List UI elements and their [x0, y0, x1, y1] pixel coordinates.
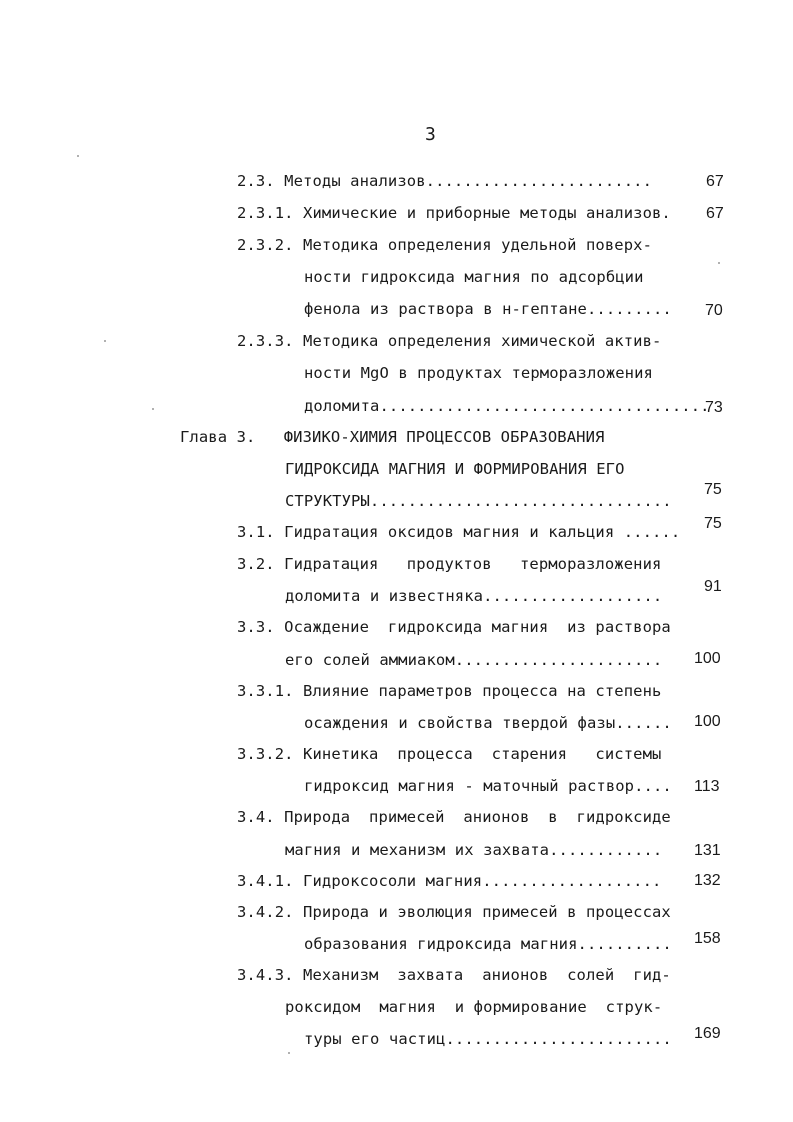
toc-entry-line: гидроксид магния - маточный раствор.... [304, 777, 672, 795]
toc-page-number: 100 [694, 713, 721, 730]
toc-entry-line: 3.3.2. Кинетика процесса старения системы [237, 745, 662, 763]
toc-entry-line: роксидом магния и формирование струк- [285, 998, 663, 1016]
toc-entry-line: 3.2. Гидратация продуктов терморазложения [237, 555, 662, 573]
toc-entry-line: туры его частиц........................ [304, 1030, 672, 1048]
toc-chapter-line: ГИДРОКСИДА МАГНИЯ И ФОРМИРОВАНИЯ ЕГО [285, 460, 625, 478]
scan-speck [718, 262, 720, 264]
toc-entry-line: 2.3.2. Методика определения удельной поверх- [237, 236, 652, 254]
toc-entry-line: ности гидроксида магния по адсорбции [304, 268, 644, 286]
toc-page-number: 158 [694, 930, 721, 947]
page-number: 3 [425, 124, 436, 145]
toc-entry-line: 3.1. Гидратация оксидов магния и кальция ...... [237, 523, 681, 541]
toc-entry-line: 3.4.1. Гидроксосоли магния................... [237, 872, 662, 890]
toc-page-number: 91 [704, 578, 722, 595]
toc-entry-line: 2.3. Методы анализов........................ [237, 172, 652, 190]
toc-entry-line: 3.4.3. Механизм захвата анионов солей гид- [237, 966, 671, 984]
scan-speck [104, 340, 106, 342]
toc-page-number: 100 [694, 650, 721, 667]
toc-entry-line: 2.3.3. Методика определения химической актив- [237, 332, 662, 350]
scan-speck [288, 1052, 290, 1054]
toc-entry-line: осаждения и свойства твердой фазы...... [304, 714, 672, 732]
toc-page-number: 67 [706, 205, 724, 222]
toc-page-number: 131 [694, 842, 721, 859]
toc-entry-line: доломита и известняка................... [285, 587, 663, 605]
toc-entry-line: его солей аммиаком...................... [285, 651, 663, 669]
toc-entry-line: фенола из раствора в н-гептане......... [304, 300, 672, 318]
toc-page-number: 75 [704, 515, 722, 532]
scan-speck [77, 155, 79, 157]
toc-entry-line: 3.4.2. Природа и эволюция примесей в процессах [237, 903, 671, 921]
toc-page-number: 75 [704, 481, 722, 498]
toc-page-number: 169 [694, 1025, 721, 1042]
toc-entry-line: 3.4. Природа примесей анионов в гидроксиде [237, 808, 671, 826]
scan-speck [152, 408, 154, 410]
toc-entry-line: 3.3. Осаждение гидроксида магния из раствора [237, 618, 671, 636]
toc-entry-line: ности MgO в продуктах терморазложения [304, 364, 653, 382]
toc-chapter-line: Глава 3. ФИЗИКО-ХИМИЯ ПРОЦЕССОВ ОБРАЗОВАНИЯ [180, 428, 605, 446]
toc-page-number: 70 [705, 302, 723, 319]
toc-page-number: 67 [706, 173, 724, 190]
toc-entry-line: образования гидроксида магния.......... [304, 935, 672, 953]
toc-page-number: 73 [705, 399, 723, 416]
toc-entry-line: 3.3.1. Влияние параметров процесса на степень [237, 682, 662, 700]
toc-entry-line: доломита................................... [304, 397, 710, 415]
toc-page-number: 132 [694, 872, 721, 889]
toc-entry-line: 2.3.1. Химические и приборные методы анализов. [237, 204, 671, 222]
toc-chapter-line: СТРУКТУРЫ................................ [285, 492, 672, 510]
toc-entry-line: магния и механизм их захвата............ [285, 841, 663, 859]
toc-page-number: 113 [694, 778, 720, 795]
